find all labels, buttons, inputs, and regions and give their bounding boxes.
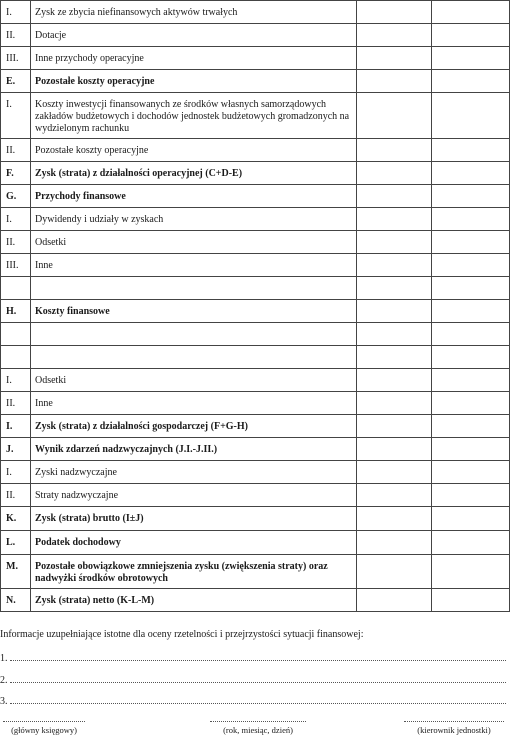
row-symbol: I. bbox=[1, 369, 31, 392]
line-number: 1. bbox=[0, 653, 8, 664]
signature-manager[interactable] bbox=[402, 720, 506, 735]
row-description: Wynik zdarzeń nadzwyczajnych (J.I.-J.II.) bbox=[31, 438, 357, 461]
row-symbol: II. bbox=[1, 24, 31, 47]
row-description: Pozostałe koszty operacyjne bbox=[31, 70, 357, 93]
table-row bbox=[1, 1, 510, 24]
value-cell-previous[interactable] bbox=[432, 277, 510, 300]
value-cell-current[interactable] bbox=[357, 300, 432, 323]
dotted-fill-line bbox=[10, 673, 506, 683]
row-description: Przychody finansowe bbox=[31, 185, 357, 208]
row-symbol: K. bbox=[1, 507, 31, 531]
row-symbol: II. bbox=[1, 484, 31, 507]
table-row bbox=[1, 47, 510, 70]
row-symbol: M. bbox=[1, 555, 31, 589]
row-symbol: H. bbox=[1, 300, 31, 323]
value-cell-current[interactable] bbox=[357, 208, 432, 231]
row-symbol: II. bbox=[1, 392, 31, 415]
table-row bbox=[1, 461, 510, 484]
value-cell-current[interactable] bbox=[357, 70, 432, 93]
value-cell-previous[interactable] bbox=[432, 231, 510, 254]
value-cell-previous[interactable] bbox=[432, 531, 510, 555]
value-cell-previous[interactable] bbox=[432, 484, 510, 507]
row-description: Odsetki bbox=[31, 369, 357, 392]
row-symbol: F. bbox=[1, 162, 31, 185]
row-description: Zysk ze zbycia niefinansowych aktywów trwałych bbox=[31, 1, 357, 24]
supplementary-line-2[interactable] bbox=[0, 673, 510, 687]
table-row bbox=[1, 254, 510, 277]
row-symbol: L. bbox=[1, 531, 31, 555]
value-cell-current[interactable] bbox=[357, 438, 432, 461]
value-cell-current[interactable] bbox=[357, 24, 432, 47]
value-cell-previous[interactable] bbox=[432, 139, 510, 162]
signature-dotted-line bbox=[3, 720, 85, 722]
table-row bbox=[1, 300, 510, 323]
table-row bbox=[1, 415, 510, 438]
row-description bbox=[31, 323, 357, 346]
row-description: Dotacje bbox=[31, 24, 357, 47]
row-symbol: J. bbox=[1, 438, 31, 461]
value-cell-current[interactable] bbox=[357, 162, 432, 185]
table-row-empty bbox=[1, 277, 510, 300]
value-cell-current[interactable] bbox=[357, 139, 432, 162]
table-row bbox=[1, 185, 510, 208]
value-cell-current[interactable] bbox=[357, 461, 432, 484]
dotted-fill-line bbox=[10, 694, 506, 704]
table-row bbox=[1, 507, 510, 531]
value-cell-previous[interactable] bbox=[432, 1, 510, 24]
value-cell-previous[interactable] bbox=[432, 369, 510, 392]
value-cell-previous[interactable] bbox=[432, 392, 510, 415]
table-row bbox=[1, 438, 510, 461]
value-cell-current[interactable] bbox=[357, 1, 432, 24]
table-row bbox=[1, 369, 510, 392]
value-cell-previous[interactable] bbox=[432, 300, 510, 323]
value-cell-previous[interactable] bbox=[432, 555, 510, 589]
value-cell-current[interactable] bbox=[357, 277, 432, 300]
row-description: Dywidendy i udziały w zyskach bbox=[31, 208, 357, 231]
row-description: Inne przychody operacyjne bbox=[31, 47, 357, 70]
row-description: Inne bbox=[31, 392, 357, 415]
line-number: 2. bbox=[0, 675, 8, 686]
row-description: Koszty inwestycji finansowanych ze środków własnych samorządowych zakładów budżetowych i dochodów jednostek budżetowych gromadzonych na wydzielonym rachunku bbox=[31, 93, 357, 139]
row-description: Pozostałe obowiązkowe zmniejszenia zysku (zwiększenia straty) oraz nadwyżki środków obrotowych bbox=[31, 555, 357, 589]
row-description: Zyski nadzwyczajne bbox=[31, 461, 357, 484]
value-cell-previous[interactable] bbox=[432, 162, 510, 185]
line-number: 3. bbox=[0, 696, 8, 707]
table-row bbox=[1, 589, 510, 612]
value-cell-previous[interactable] bbox=[432, 208, 510, 231]
row-description: Zysk (strata) z działalności gospodarczej (F+G-H) bbox=[31, 415, 357, 438]
row-symbol: I. bbox=[1, 1, 31, 24]
row-description bbox=[31, 346, 357, 369]
supplementary-line-3[interactable] bbox=[0, 694, 510, 708]
row-description: Podatek dochodowy bbox=[31, 531, 357, 555]
table-row bbox=[1, 484, 510, 507]
table-row bbox=[1, 208, 510, 231]
value-cell-current[interactable] bbox=[357, 484, 432, 507]
signature-accountant[interactable] bbox=[0, 720, 88, 735]
row-description: Zysk (strata) netto (K-L-M) bbox=[31, 589, 357, 612]
row-symbol: G. bbox=[1, 185, 31, 208]
row-description: Pozostałe koszty operacyjne bbox=[31, 139, 357, 162]
value-cell-current[interactable] bbox=[357, 589, 432, 612]
signature-dotted-line bbox=[210, 720, 306, 722]
row-description bbox=[31, 277, 357, 300]
table-row bbox=[1, 139, 510, 162]
value-cell-previous[interactable] bbox=[432, 461, 510, 484]
value-cell-current[interactable] bbox=[357, 369, 432, 392]
value-cell-current[interactable] bbox=[357, 93, 432, 139]
supplementary-line-1[interactable] bbox=[0, 651, 510, 665]
row-symbol: II. bbox=[1, 231, 31, 254]
row-description: Zysk (strata) brutto (I±J) bbox=[31, 507, 357, 531]
row-description: Straty nadzwyczajne bbox=[31, 484, 357, 507]
value-cell-current[interactable] bbox=[357, 415, 432, 438]
value-cell-previous[interactable] bbox=[432, 185, 510, 208]
row-description: Inne bbox=[31, 254, 357, 277]
value-cell-current[interactable] bbox=[357, 323, 432, 346]
row-symbol bbox=[1, 277, 31, 300]
signature-date[interactable] bbox=[208, 720, 308, 735]
row-symbol bbox=[1, 323, 31, 346]
value-cell-current[interactable] bbox=[357, 47, 432, 70]
value-cell-previous[interactable] bbox=[432, 323, 510, 346]
value-cell-previous[interactable] bbox=[432, 24, 510, 47]
row-symbol: III. bbox=[1, 47, 31, 70]
row-symbol: E. bbox=[1, 70, 31, 93]
supplementary-info-heading: Informacje uzupełniające istotne dla oceny rzetelności i przejrzystości sytuacji finansowej: bbox=[0, 629, 364, 640]
value-cell-previous[interactable] bbox=[432, 589, 510, 612]
table-row bbox=[1, 231, 510, 254]
value-cell-previous[interactable] bbox=[432, 254, 510, 277]
row-symbol: III. bbox=[1, 254, 31, 277]
value-cell-current[interactable] bbox=[357, 185, 432, 208]
row-symbol: II. bbox=[1, 139, 31, 162]
row-symbol: N. bbox=[1, 589, 31, 612]
value-cell-previous[interactable] bbox=[432, 438, 510, 461]
row-symbol: I. bbox=[1, 461, 31, 484]
value-cell-current[interactable] bbox=[357, 392, 432, 415]
table-row bbox=[1, 392, 510, 415]
value-cell-previous[interactable] bbox=[432, 415, 510, 438]
signature-caption: (kierownik jednostki) bbox=[417, 725, 491, 735]
row-description: Odsetki bbox=[31, 231, 357, 254]
signature-caption: (rok, miesiąc, dzień) bbox=[223, 725, 293, 735]
table-row bbox=[1, 24, 510, 47]
value-cell-current[interactable] bbox=[357, 555, 432, 589]
dotted-fill-line bbox=[10, 651, 506, 661]
row-symbol: I. bbox=[1, 208, 31, 231]
row-symbol: I. bbox=[1, 93, 31, 139]
table-row-empty bbox=[1, 346, 510, 369]
signature-caption: (główny księgowy) bbox=[11, 725, 77, 735]
table-row bbox=[1, 93, 510, 139]
row-description: Zysk (strata) z działalności operacyjnej (C+D-E) bbox=[31, 162, 357, 185]
value-cell-previous[interactable] bbox=[432, 93, 510, 139]
value-cell-previous[interactable] bbox=[432, 507, 510, 531]
value-cell-current[interactable] bbox=[357, 531, 432, 555]
value-cell-current[interactable] bbox=[357, 254, 432, 277]
table-row bbox=[1, 70, 510, 93]
table-row-empty bbox=[1, 323, 510, 346]
value-cell-previous[interactable] bbox=[432, 47, 510, 70]
signature-dotted-line bbox=[404, 720, 504, 722]
value-cell-current[interactable] bbox=[357, 231, 432, 254]
value-cell-current[interactable] bbox=[357, 507, 432, 531]
table-row bbox=[1, 555, 510, 589]
value-cell-previous[interactable] bbox=[432, 70, 510, 93]
row-symbol bbox=[1, 346, 31, 369]
row-description: Koszty finansowe bbox=[31, 300, 357, 323]
value-cell-previous[interactable] bbox=[432, 346, 510, 369]
row-symbol: I. bbox=[1, 415, 31, 438]
table-row bbox=[1, 531, 510, 555]
table-row bbox=[1, 162, 510, 185]
value-cell-current[interactable] bbox=[357, 346, 432, 369]
